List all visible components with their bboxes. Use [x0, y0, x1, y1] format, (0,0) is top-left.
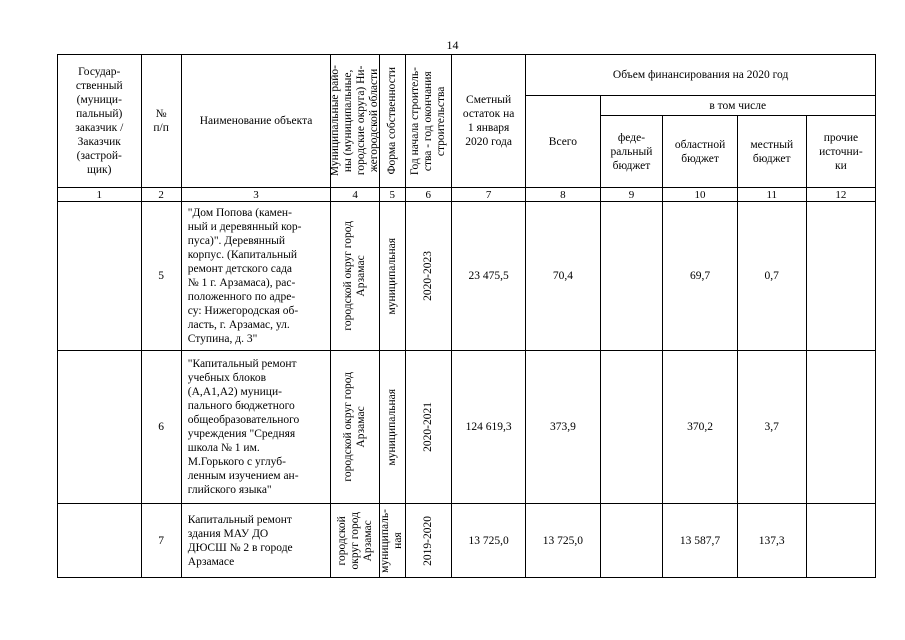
- header-object-name: Наименование объекта: [181, 55, 331, 188]
- header-regional: областной бюджет: [663, 116, 737, 188]
- remainder-cell: 23 475,5: [451, 202, 525, 351]
- column-number: 9: [600, 188, 663, 202]
- local-cell: 0,7: [737, 202, 806, 351]
- ownership-cell: муниципальная: [379, 202, 405, 351]
- column-number: 11: [737, 188, 806, 202]
- total-cell: 13 725,0: [526, 504, 600, 578]
- column-number: 5: [379, 188, 405, 202]
- other-cell: [806, 504, 875, 578]
- header-other: прочие источни- ки: [806, 116, 875, 188]
- header-num: № п/п: [141, 55, 181, 188]
- header-customer: Государ- ственный (муници- пальный) заказчик / Заказчик (застрой- щик): [58, 55, 142, 188]
- ownership-cell: муниципаль- ная: [379, 504, 405, 578]
- customer-cell: [58, 504, 142, 578]
- total-cell: 70,4: [526, 202, 600, 351]
- header-district: Муниципальные райо- ны (муниципальные, городские округа) Ни- жегородской области: [331, 55, 379, 188]
- header-ownership: Форма собственности: [379, 55, 405, 188]
- num-cell: 5: [141, 202, 181, 351]
- years-cell: 2019-2020: [405, 504, 451, 578]
- total-cell: 373,9: [526, 351, 600, 504]
- object-name-cell: Капитальный ремонт здания МАУ ДО ДЮСШ № 2 в городе Арзамасе: [181, 504, 331, 578]
- column-number: 2: [141, 188, 181, 202]
- object-name-cell: "Дом Попова (камен- ный и деревянный кор- пуса)". Деревянный корпус. (Капитальный ремонт детского сада № 1 г. Арзамаса), рас- положенного по адре- су: Нижегородская об- ласть, г. Арзамас, ул. Ступина, д. 3": [181, 202, 331, 351]
- column-number-row: [58, 188, 876, 202]
- header-local: местный бюджет: [737, 116, 806, 188]
- federal-cell: [600, 202, 663, 351]
- header-including: в том числе: [600, 96, 875, 116]
- header-federal: феде- ральный бюджет: [600, 116, 663, 188]
- remainder-cell: 124 619,3: [451, 351, 525, 504]
- column-number: 1: [58, 188, 142, 202]
- header-years: Год начала строитель- ства - год окончания строительства: [405, 55, 451, 188]
- num-cell: 7: [141, 504, 181, 578]
- local-cell: 137,3: [737, 504, 806, 578]
- local-cell: 3,7: [737, 351, 806, 504]
- header-financing: Объем финансирования на 2020 год: [526, 55, 876, 96]
- column-number: 10: [663, 188, 737, 202]
- column-number: 4: [331, 188, 379, 202]
- column-number: 7: [451, 188, 525, 202]
- table-row: [58, 504, 876, 578]
- district-cell: городской округ город Арзамас: [331, 504, 379, 578]
- district-cell: городской округ город Арзамас: [331, 202, 379, 351]
- regional-cell: 370,2: [663, 351, 737, 504]
- column-number: 6: [405, 188, 451, 202]
- header-row-1: [58, 55, 876, 96]
- customer-cell: [58, 202, 142, 351]
- years-cell: 2020-2021: [405, 351, 451, 504]
- financing-table: [57, 54, 876, 578]
- customer-cell: [58, 351, 142, 504]
- header-remainder: Сметный остаток на 1 января 2020 года: [451, 55, 525, 188]
- table-row: [58, 202, 876, 351]
- num-cell: 6: [141, 351, 181, 504]
- federal-cell: [600, 351, 663, 504]
- federal-cell: [600, 504, 663, 578]
- district-cell: городской округ город Арзамас: [331, 351, 379, 504]
- column-number: 8: [526, 188, 600, 202]
- header-total: Всего: [526, 96, 600, 188]
- column-number: 12: [806, 188, 875, 202]
- regional-cell: 13 587,7: [663, 504, 737, 578]
- table-row: [58, 351, 876, 504]
- years-cell: 2020-2023: [405, 202, 451, 351]
- ownership-cell: муниципальная: [379, 351, 405, 504]
- regional-cell: 69,7: [663, 202, 737, 351]
- other-cell: [806, 202, 875, 351]
- column-number: 3: [181, 188, 331, 202]
- object-name-cell: "Капитальный ремонт учебных блоков (А,А1,А2) муници- пального бюджетного общеобразовательного учреждения "Средняя школа № 1 им. М.Горького с углуб- ленным изучением ан- глийского языка": [181, 351, 331, 504]
- other-cell: [806, 351, 875, 504]
- page-number: 14: [446, 38, 459, 52]
- remainder-cell: 13 725,0: [451, 504, 525, 578]
